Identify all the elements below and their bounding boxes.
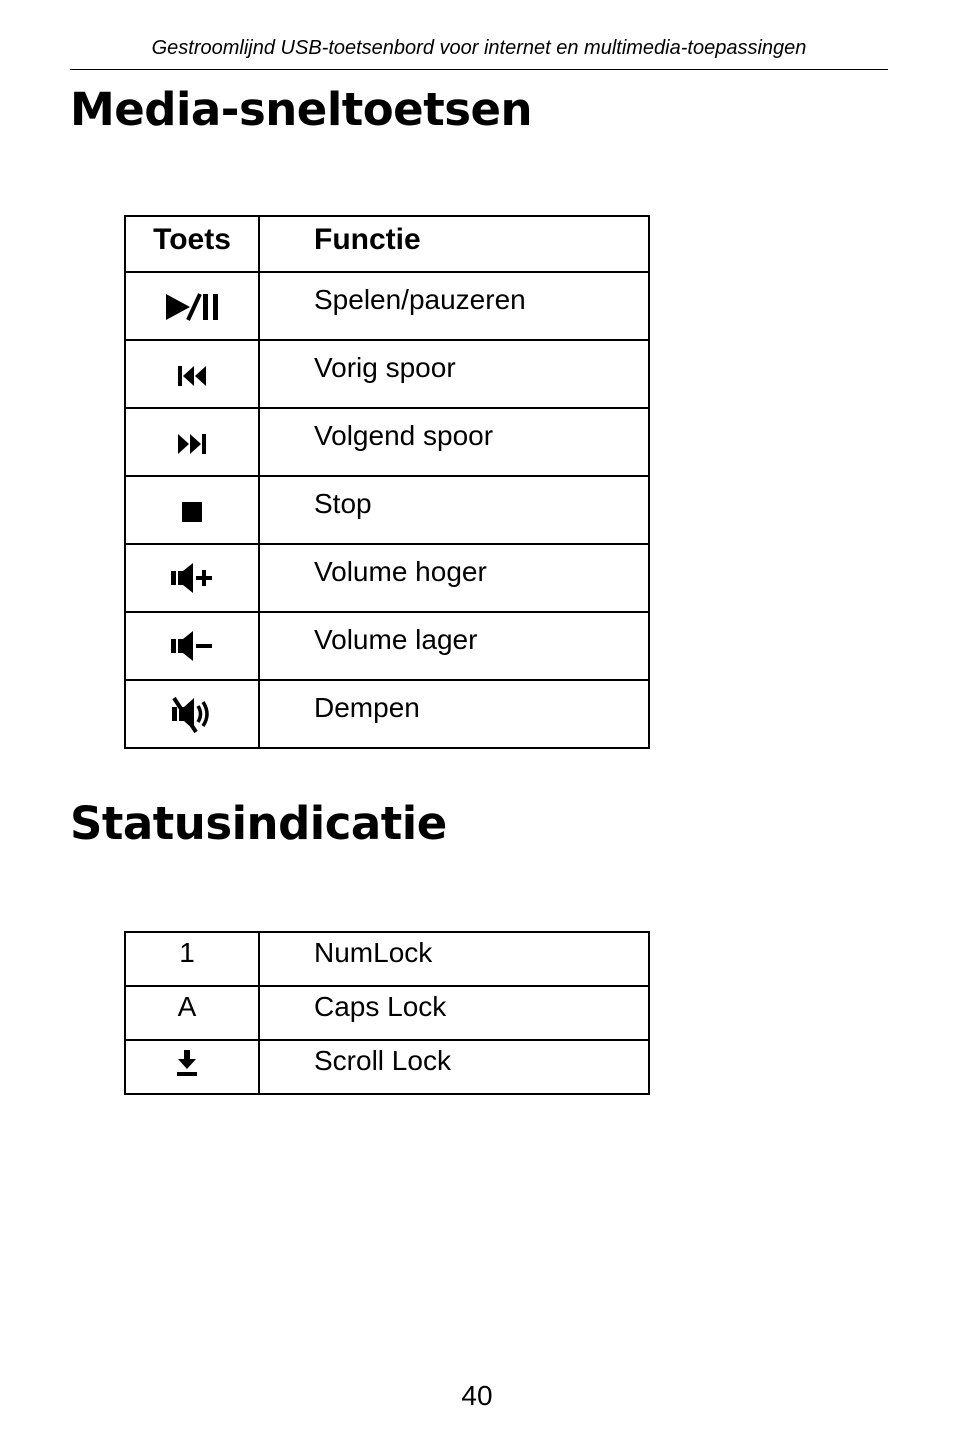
media-section-title: Media-sneltoetsen xyxy=(70,83,533,136)
indicator-key: 1 xyxy=(125,932,259,986)
table-row xyxy=(125,544,649,612)
function-label: Volume lager xyxy=(259,612,649,680)
status-section-title: Statusindicatie xyxy=(70,797,447,850)
next-track-icon xyxy=(176,432,208,456)
function-label: Spelen/pauzeren xyxy=(259,272,649,340)
table-row xyxy=(125,272,649,340)
function-label: Vorig spoor xyxy=(259,340,649,408)
header-rule xyxy=(70,69,888,70)
function-label: Volume hoger xyxy=(259,544,649,612)
table-row xyxy=(125,408,649,476)
mute-icon xyxy=(170,694,214,734)
volume-up-icon xyxy=(169,561,215,595)
status-indicator-table xyxy=(124,931,650,1095)
function-label: NumLock xyxy=(259,932,649,986)
volume-down-icon xyxy=(169,629,215,663)
table-row xyxy=(125,1040,649,1094)
indicator-key: A xyxy=(125,986,259,1040)
running-header: Gestroomlijnd USB-toetsenbord voor internet en multimedia-toepassingen xyxy=(151,37,807,59)
table-row xyxy=(125,612,649,680)
table-row xyxy=(125,932,649,986)
table-row xyxy=(125,680,649,748)
function-label: Volgend spoor xyxy=(259,408,649,476)
stop-icon xyxy=(180,500,204,524)
table-header-row xyxy=(125,216,649,272)
column-header-key: Toets xyxy=(125,216,259,272)
play-pause-icon xyxy=(162,292,222,322)
function-label: Scroll Lock xyxy=(259,1040,649,1094)
page-number: 40 xyxy=(461,1380,493,1411)
table-row xyxy=(125,986,649,1040)
table-row xyxy=(125,476,649,544)
column-header-function: Functie xyxy=(259,216,649,272)
media-keys-table xyxy=(124,215,650,749)
scroll-lock-icon xyxy=(176,1049,198,1077)
function-label: Stop xyxy=(259,476,649,544)
previous-track-icon xyxy=(176,364,208,388)
function-label: Dempen xyxy=(259,680,649,748)
function-label: Caps Lock xyxy=(259,986,649,1040)
table-row xyxy=(125,340,649,408)
